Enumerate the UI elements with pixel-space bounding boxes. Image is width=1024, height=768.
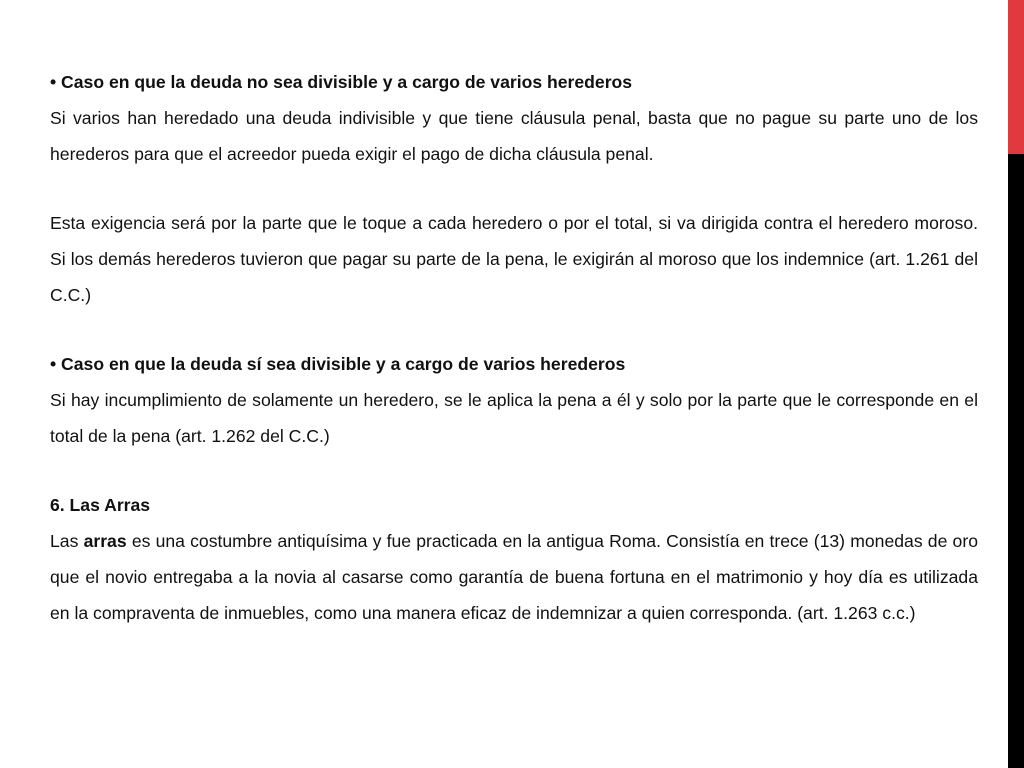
accent-bar-black <box>1008 154 1024 768</box>
spacer <box>50 454 978 487</box>
spacer <box>50 172 978 205</box>
arras-term: arras <box>83 531 127 551</box>
paragraph-indivisible-debt: Si varios han heredado una deuda indivisible y que tiene cláusula penal, basta que no pague su parte uno de los herederos para que el acreedor pueda exigir el pago de dicha cláusula penal. <box>50 108 978 164</box>
spacer <box>50 313 978 346</box>
paragraph-arras <box>50 523 978 631</box>
section-heading-divisible-debt: • Caso en que la deuda sí sea divisible y a cargo de varios herederos <box>50 354 626 374</box>
arras-rest: es una costumbre antiquísima y fue practicada en la antigua Roma. Consistía en trece (13) monedas de oro que el novio entregaba a la novia al casarse como garantía de buena fortuna en el matrimonio y hoy día es utilizada en la compraventa de inmuebles, como una manera eficaz de indemnizar a quien corresponda. (art. 1.263 c.c.) <box>50 531 978 623</box>
accent-bar-red <box>1008 0 1024 154</box>
arras-prefix: Las <box>50 531 84 551</box>
section-heading-arras: 6. Las Arras <box>50 495 151 515</box>
paragraph-divisible-debt: Si hay incumplimiento de solamente un heredero, se le aplica la pena a él y solo por la parte que le corresponde en el total de la pena (art. 1.262 del C.C.) <box>50 390 978 446</box>
section-heading-indivisible-debt: • Caso en que la deuda no sea divisible y a cargo de varios herederos <box>50 72 633 92</box>
paragraph-exigency: Esta exigencia será por la parte que le toque a cada heredero o por el total, si va dirigida contra el heredero moroso. Si los demás herederos tuvieron que pagar su parte de la pena, le exigirán al moroso que los indemnice (art. 1.261 del C.C.) <box>50 213 978 305</box>
slide-content <box>50 64 978 631</box>
